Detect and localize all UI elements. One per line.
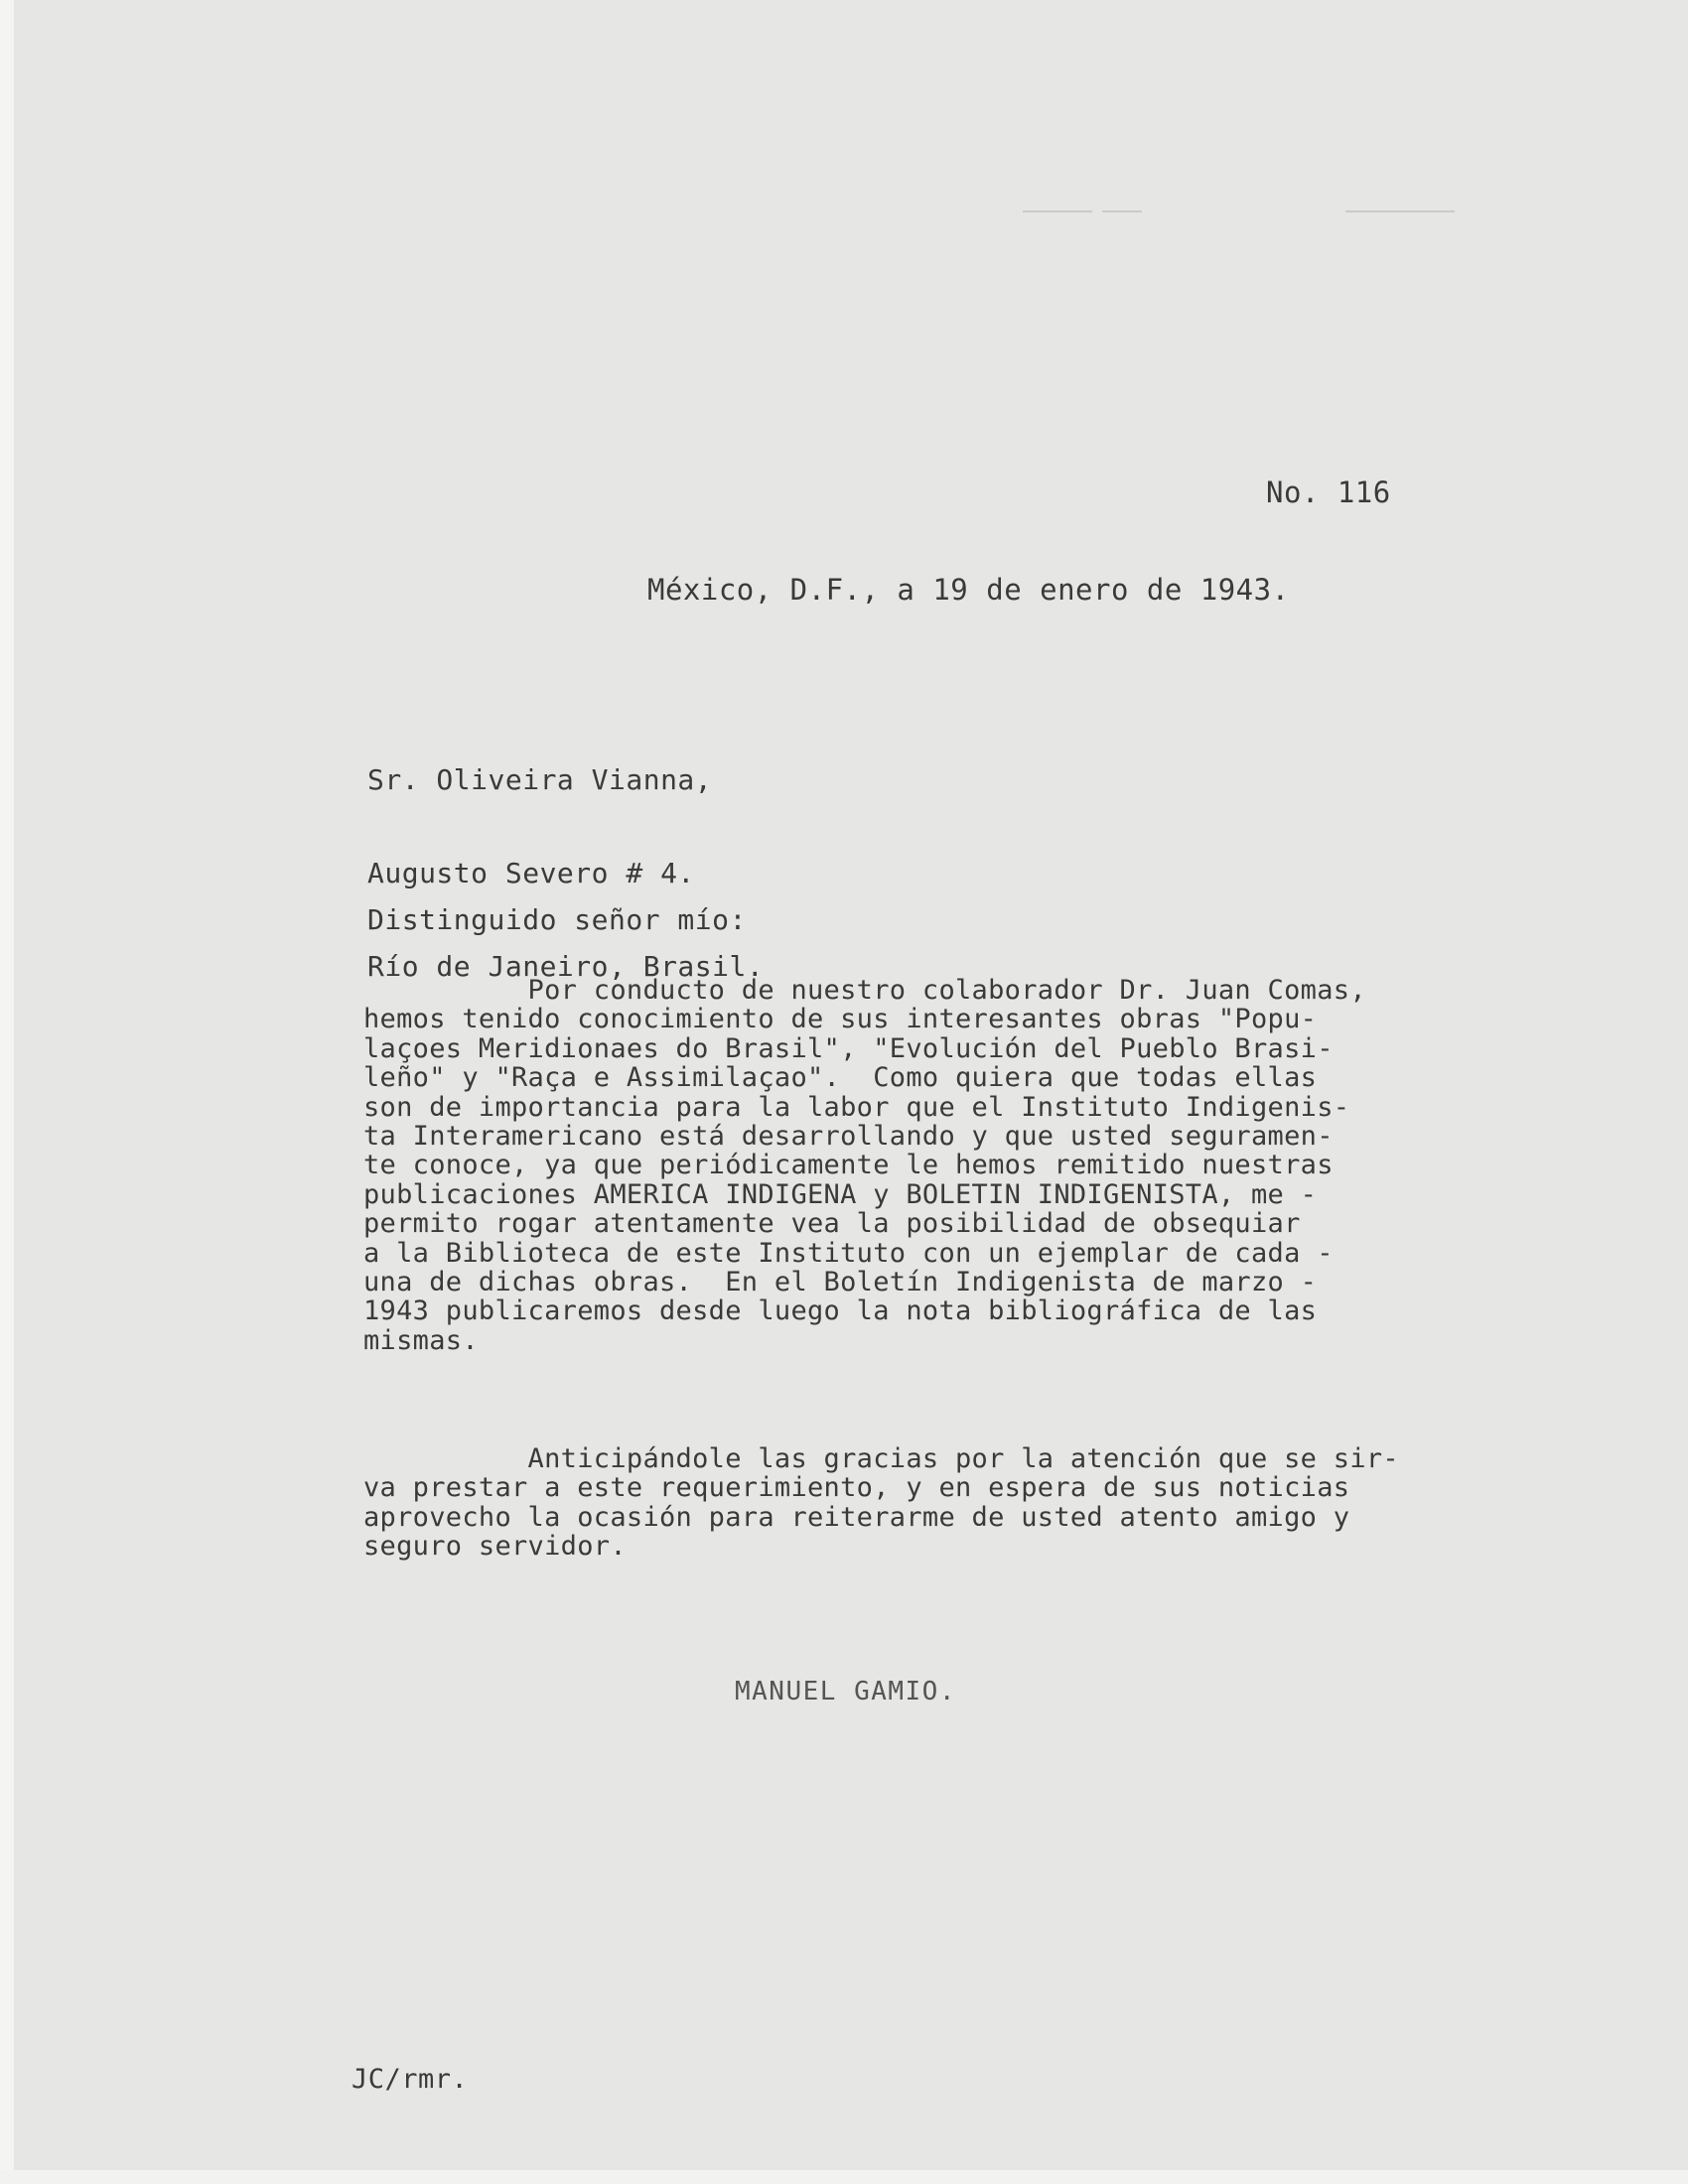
dateline: México, D.F., a 19 de enero de 1943. — [647, 573, 1290, 607]
paper-mark — [1023, 210, 1092, 212]
salutation: Distinguido señor mío: — [367, 903, 747, 936]
signature-name: MANUEL GAMIO. — [735, 1677, 956, 1706]
recipient-street: Augusto Severo # 4. — [367, 857, 695, 889]
paper-mark — [1102, 210, 1142, 212]
recipient-name: Sr. Oliveira Vianna, — [367, 763, 713, 796]
body-paragraph-1: Por conducto de nuestro colaborador Dr. Juan Comas, hemos tenido conocimiento de sus interesantes obras "Popu- laçoes Meridionaes do Brasil", "Evolución del Pueblo Brasi- leño" y "Raça e Assimilaçao". Como quiera que todas ellas son de importancia para la labor que el Instituto Indigenis- ta Interamericano está desarrollando y que usted seguramen- te conoce, ya que periódicamente le hemos remitido nuestras publicaciones AMERICA INDIGENA y BOLETIN INDIGENISTA, me - permito rogar atentamente vea la posibilidad de obsequiar a la Biblioteca de este Instituto con un ejemplar de cada - una de dichas obras. En el Boletín Indigenista de marzo - 1943 publicaremos desde luego la nota bibliográfica de las mismas. — [363, 975, 1366, 1356]
typist-initials: JC/rmr. — [352, 2064, 469, 2095]
recipient-city: Río de Janeiro, Brasil. — [367, 950, 765, 983]
body-paragraph-2: Anticipándole las gracias por la atención que se sir- va prestar a este requerimiento, y en espera de sus noticias aprovecho la ocasión para reiterarme de usted atento amigo y seguro servidor. — [363, 1443, 1399, 1563]
scan-edge-left — [0, 0, 14, 2184]
reference-number: No. 116 — [1266, 476, 1391, 509]
scan-edge-bottom — [0, 2170, 1688, 2184]
paper-mark — [1345, 210, 1455, 212]
